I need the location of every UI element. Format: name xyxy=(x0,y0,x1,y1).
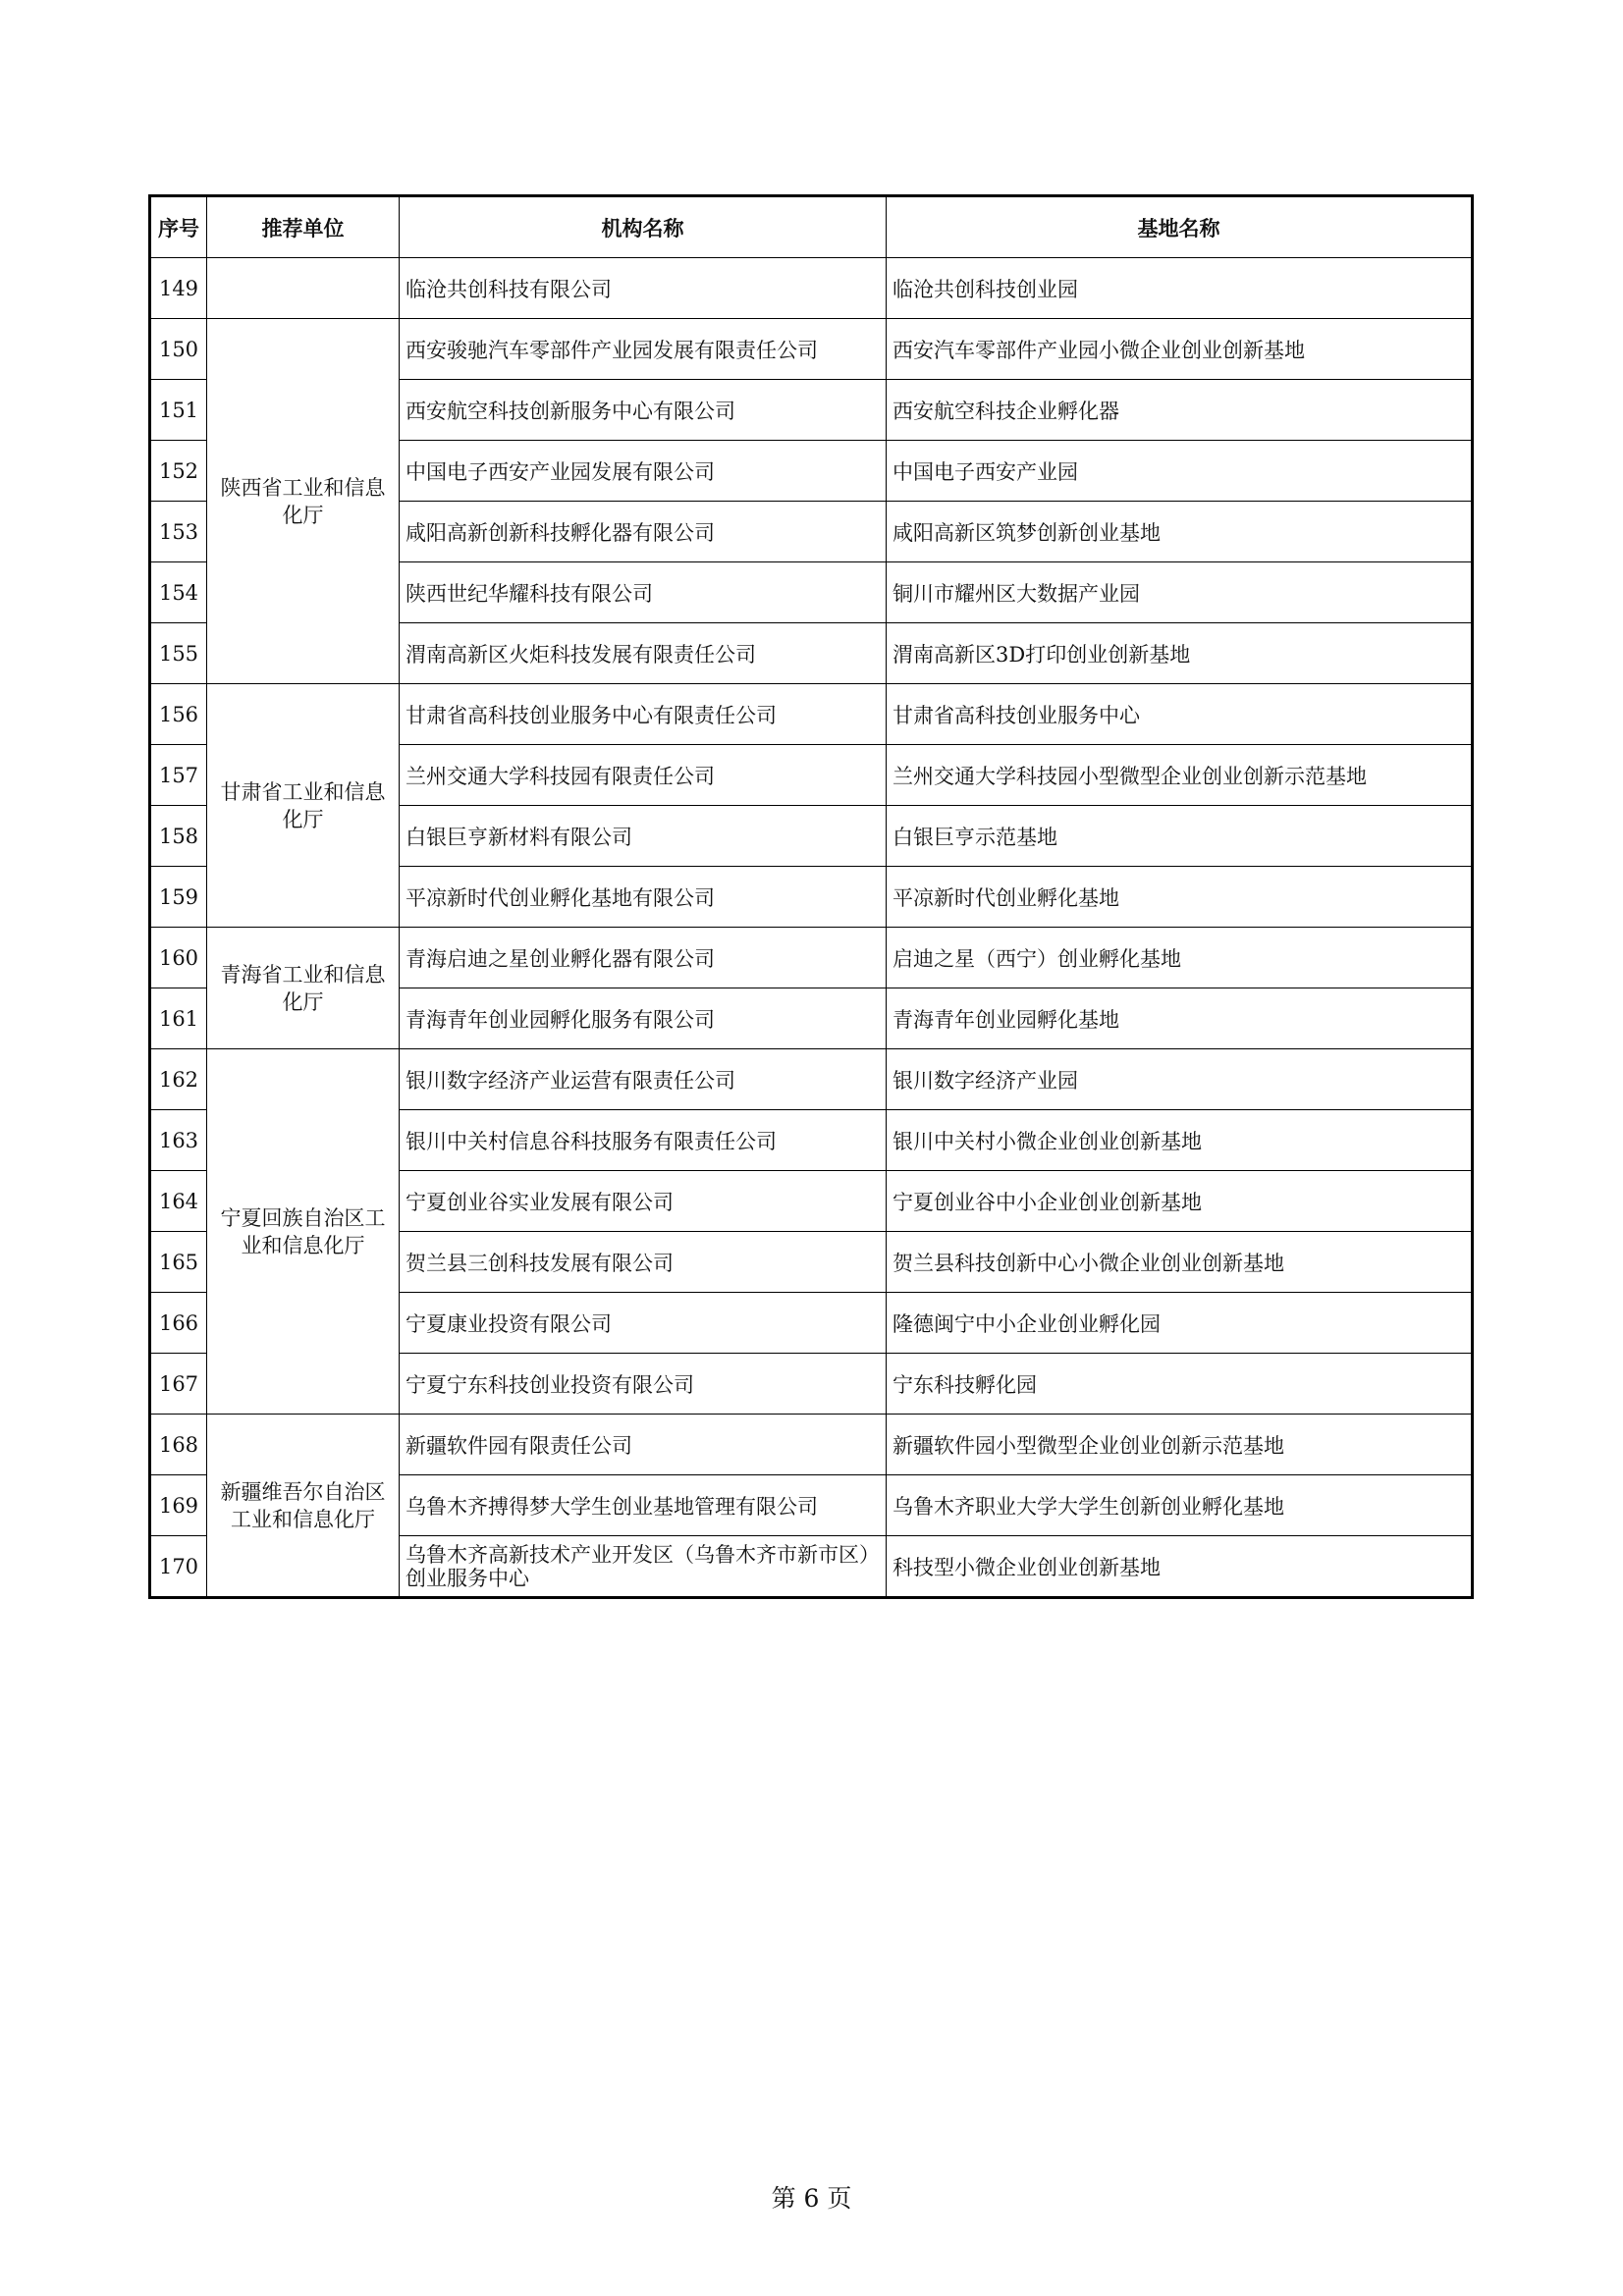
table-row xyxy=(150,1415,1473,1475)
base-name: 银川中关村小微企业创业创新基地 xyxy=(887,1110,1473,1171)
institution-name: 中国电子西安产业园发展有限公司 xyxy=(400,441,887,502)
row-number: 169 xyxy=(150,1475,207,1536)
recommending-unit: 新疆维吾尔自治区工业和信息化厅 xyxy=(207,1415,400,1598)
base-name: 临沧共创科技创业园 xyxy=(887,258,1473,319)
header-institution-name: 机构名称 xyxy=(400,196,887,258)
base-name: 贺兰县科技创新中心小微企业创业创新基地 xyxy=(887,1232,1473,1293)
row-number: 168 xyxy=(150,1415,207,1475)
base-name: 科技型小微企业创业创新基地 xyxy=(887,1536,1473,1598)
table-body xyxy=(150,258,1473,1598)
row-number: 162 xyxy=(150,1049,207,1110)
page-number: 第 6 页 xyxy=(771,2184,852,2213)
institution-name: 陕西世纪华耀科技有限公司 xyxy=(400,562,887,623)
base-name: 西安汽车零部件产业园小微企业创业创新基地 xyxy=(887,319,1473,380)
row-number: 155 xyxy=(150,623,207,684)
row-number: 165 xyxy=(150,1232,207,1293)
base-name: 启迪之星（西宁）创业孵化基地 xyxy=(887,928,1473,988)
institution-table xyxy=(148,194,1474,1599)
row-number: 154 xyxy=(150,562,207,623)
institution-name: 西安骏驰汽车零部件产业园发展有限责任公司 xyxy=(400,319,887,380)
base-name: 新疆软件园小型微型企业创业创新示范基地 xyxy=(887,1415,1473,1475)
institution-name: 青海启迪之星创业孵化器有限公司 xyxy=(400,928,887,988)
institution-name: 青海青年创业园孵化服务有限公司 xyxy=(400,988,887,1049)
recommending-unit: 甘肃省工业和信息化厅 xyxy=(207,684,400,928)
base-name: 咸阳高新区筑梦创新创业基地 xyxy=(887,502,1473,562)
base-name: 隆德闽宁中小企业创业孵化园 xyxy=(887,1293,1473,1354)
institution-name: 渭南高新区火炬科技发展有限责任公司 xyxy=(400,623,887,684)
row-number: 159 xyxy=(150,867,207,928)
header-recommending-unit: 推荐单位 xyxy=(207,196,400,258)
row-number: 164 xyxy=(150,1171,207,1232)
row-number: 166 xyxy=(150,1293,207,1354)
base-name: 甘肃省高科技创业服务中心 xyxy=(887,684,1473,745)
institution-name: 甘肃省高科技创业服务中心有限责任公司 xyxy=(400,684,887,745)
institution-name: 贺兰县三创科技发展有限公司 xyxy=(400,1232,887,1293)
base-name: 中国电子西安产业园 xyxy=(887,441,1473,502)
row-number: 150 xyxy=(150,319,207,380)
base-name: 铜川市耀州区大数据产业园 xyxy=(887,562,1473,623)
institution-name: 平凉新时代创业孵化基地有限公司 xyxy=(400,867,887,928)
row-number: 163 xyxy=(150,1110,207,1171)
row-number: 156 xyxy=(150,684,207,745)
institution-name: 银川数字经济产业运营有限责任公司 xyxy=(400,1049,887,1110)
institution-name: 白银巨亨新材料有限公司 xyxy=(400,806,887,867)
recommending-unit: 宁夏回族自治区工业和信息化厅 xyxy=(207,1049,400,1415)
institution-name: 咸阳高新创新科技孵化器有限公司 xyxy=(400,502,887,562)
row-number: 170 xyxy=(150,1536,207,1598)
base-name: 青海青年创业园孵化基地 xyxy=(887,988,1473,1049)
header-base-name: 基地名称 xyxy=(887,196,1473,258)
base-name: 兰州交通大学科技园小型微型企业创业创新示范基地 xyxy=(887,745,1473,806)
row-number: 153 xyxy=(150,502,207,562)
base-name: 乌鲁木齐职业大学大学生创新创业孵化基地 xyxy=(887,1475,1473,1536)
institution-name: 宁夏宁东科技创业投资有限公司 xyxy=(400,1354,887,1415)
institution-name: 乌鲁木齐搏得梦大学生创业基地管理有限公司 xyxy=(400,1475,887,1536)
row-number: 152 xyxy=(150,441,207,502)
header-number: 序号 xyxy=(150,196,207,258)
row-number: 158 xyxy=(150,806,207,867)
recommending-unit: 陕西省工业和信息化厅 xyxy=(207,319,400,684)
base-name: 银川数字经济产业园 xyxy=(887,1049,1473,1110)
base-name: 白银巨亨示范基地 xyxy=(887,806,1473,867)
row-number: 157 xyxy=(150,745,207,806)
table-row xyxy=(150,319,1473,380)
institution-name: 兰州交通大学科技园有限责任公司 xyxy=(400,745,887,806)
recommending-unit: 青海省工业和信息化厅 xyxy=(207,928,400,1049)
base-name: 西安航空科技企业孵化器 xyxy=(887,380,1473,441)
institution-name: 银川中关村信息谷科技服务有限责任公司 xyxy=(400,1110,887,1171)
table-row xyxy=(150,684,1473,745)
row-number: 151 xyxy=(150,380,207,441)
row-number: 149 xyxy=(150,258,207,319)
row-number: 160 xyxy=(150,928,207,988)
institution-name: 临沧共创科技有限公司 xyxy=(400,258,887,319)
row-number: 167 xyxy=(150,1354,207,1415)
institution-name: 西安航空科技创新服务中心有限公司 xyxy=(400,380,887,441)
institution-name: 宁夏创业谷实业发展有限公司 xyxy=(400,1171,887,1232)
row-number: 161 xyxy=(150,988,207,1049)
recommending-unit xyxy=(207,258,400,319)
institution-name: 宁夏康业投资有限公司 xyxy=(400,1293,887,1354)
base-name: 宁夏创业谷中小企业创业创新基地 xyxy=(887,1171,1473,1232)
institution-name: 乌鲁木齐高新技术产业开发区（乌鲁木齐市新市区）创业服务中心 xyxy=(400,1536,887,1598)
base-name: 平凉新时代创业孵化基地 xyxy=(887,867,1473,928)
base-name: 渭南高新区3D打印创业创新基地 xyxy=(887,623,1473,684)
table-row xyxy=(150,258,1473,319)
table-row xyxy=(150,928,1473,988)
table-header-row xyxy=(150,196,1473,258)
base-name: 宁东科技孵化园 xyxy=(887,1354,1473,1415)
table-row xyxy=(150,1049,1473,1110)
institution-name: 新疆软件园有限责任公司 xyxy=(400,1415,887,1475)
